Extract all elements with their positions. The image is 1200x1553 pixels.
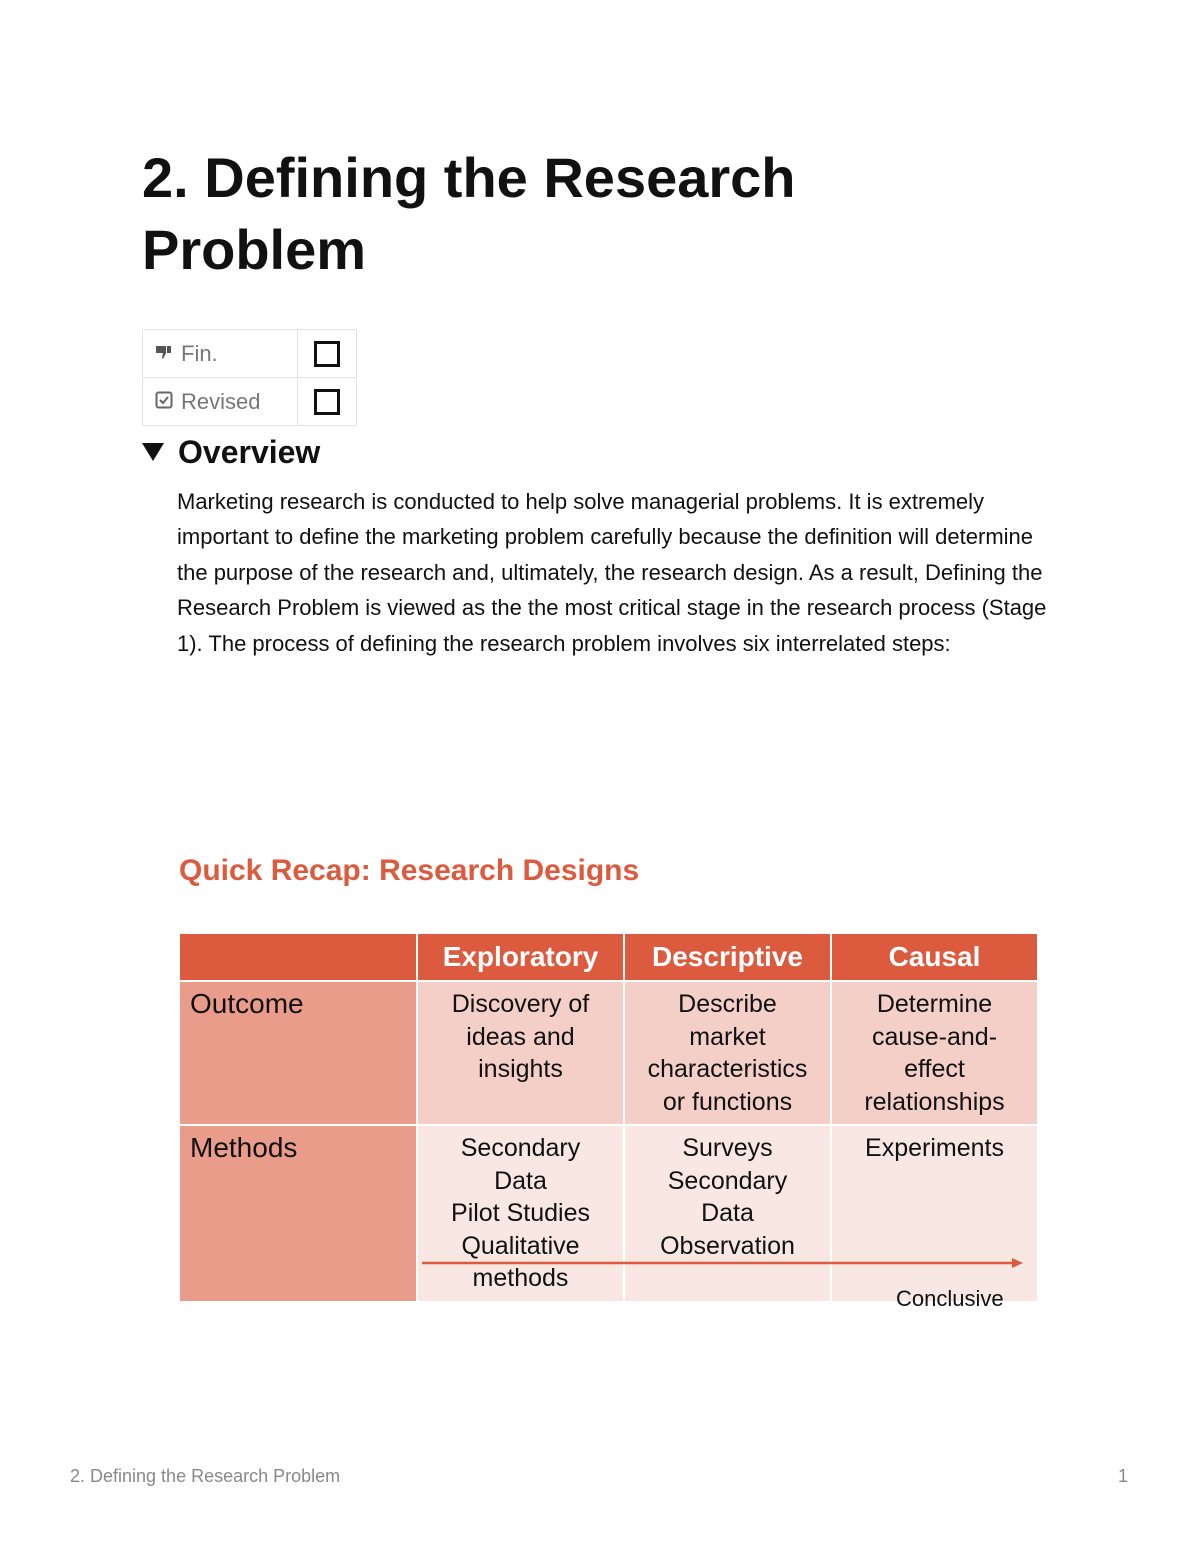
- cell-line: Describe: [678, 990, 777, 1018]
- header-descriptive: Descriptive: [624, 933, 831, 981]
- property-row-revised: [143, 378, 357, 426]
- table-header-row: [179, 933, 1038, 981]
- cell-line: Data: [701, 1199, 754, 1227]
- property-value-revised[interactable]: [298, 378, 357, 426]
- cell-line: cause-and-: [871, 1022, 998, 1051]
- slide-title: Quick Recap: Research Designs: [179, 854, 640, 887]
- cell-line: Observation: [660, 1231, 795, 1260]
- thumbs-down-icon: [155, 344, 175, 365]
- footer-title: 2. Defining the Research Problem: [70, 1466, 341, 1486]
- conclusive-arrow: [420, 1255, 1030, 1271]
- property-row-fin: [143, 330, 357, 378]
- cell-line: Experiments: [865, 1134, 1004, 1162]
- table-row-methods: [179, 1125, 1038, 1302]
- property-value-fin[interactable]: [298, 330, 357, 378]
- cell-methods-causal: [831, 1125, 1038, 1302]
- cell-line: or functions: [662, 1087, 793, 1116]
- page-title: 2. Defining the Research Problem: [142, 146, 796, 281]
- cell-line: insights: [478, 1055, 563, 1083]
- row-label-outcome: Outcome: [179, 981, 417, 1125]
- cell-line: methods: [472, 1264, 569, 1292]
- header-blank-cell: [179, 933, 417, 981]
- header-exploratory: Exploratory: [417, 933, 624, 981]
- property-label-fin: Fin.: [181, 340, 218, 366]
- overview-heading: Overview: [178, 433, 321, 470]
- cell-outcome-causal: [831, 981, 1038, 1125]
- row-label-methods: Methods: [179, 1125, 417, 1302]
- toggle-triangle-icon[interactable]: [142, 443, 164, 461]
- cell-line: Pilot Studies: [451, 1199, 590, 1227]
- arrow-head: [1012, 1258, 1023, 1268]
- conclusive-label: Conclusive: [896, 1286, 1004, 1311]
- overview-paragraph: Marketing research is conducted to help solve managerial problems. It is extremely important to define the marketing problem carefully because the definition will determine the purpose of the research and, ultimately, the research design. As a result, Defining the Research Problem is viewed as the the most critical stage in the research process (Stage 1). The process of defining the research problem involves six interrelated steps:: [177, 489, 1047, 656]
- footer-page-number: 1: [1118, 1466, 1129, 1486]
- cell-line: relationships: [864, 1087, 1005, 1116]
- table-row-outcome: [179, 981, 1038, 1125]
- research-designs-table: [178, 932, 1039, 1303]
- cell-line: Surveys: [682, 1134, 773, 1162]
- cell-line: characteristics: [647, 1055, 808, 1083]
- header-causal: Causal: [831, 933, 1038, 981]
- cell-line: ideas and: [466, 1022, 575, 1051]
- cell-line: Secondary: [460, 1134, 581, 1162]
- property-name-fin: [143, 330, 298, 378]
- cell-line: Determine: [876, 990, 993, 1018]
- fin-checkbox[interactable]: [314, 341, 340, 367]
- cell-line: Secondary: [667, 1166, 788, 1195]
- cell-outcome-exploratory: [417, 981, 624, 1125]
- property-label-revised: Revised: [181, 388, 261, 414]
- cell-line: Discovery of: [451, 990, 590, 1018]
- cell-methods-descriptive: [624, 1125, 831, 1302]
- cell-line: Data: [494, 1166, 547, 1195]
- checkbox-icon: [155, 391, 175, 414]
- cell-methods-exploratory: [417, 1125, 624, 1302]
- overview-toggle[interactable]: [142, 430, 320, 474]
- cell-line: effect: [904, 1055, 965, 1083]
- cell-line: Qualitative: [461, 1231, 580, 1260]
- cell-outcome-descriptive: [624, 981, 831, 1125]
- property-name-revised: [143, 378, 298, 426]
- cell-line: market: [689, 1022, 766, 1051]
- properties-table: [142, 329, 357, 426]
- revised-checkbox[interactable]: [314, 389, 340, 415]
